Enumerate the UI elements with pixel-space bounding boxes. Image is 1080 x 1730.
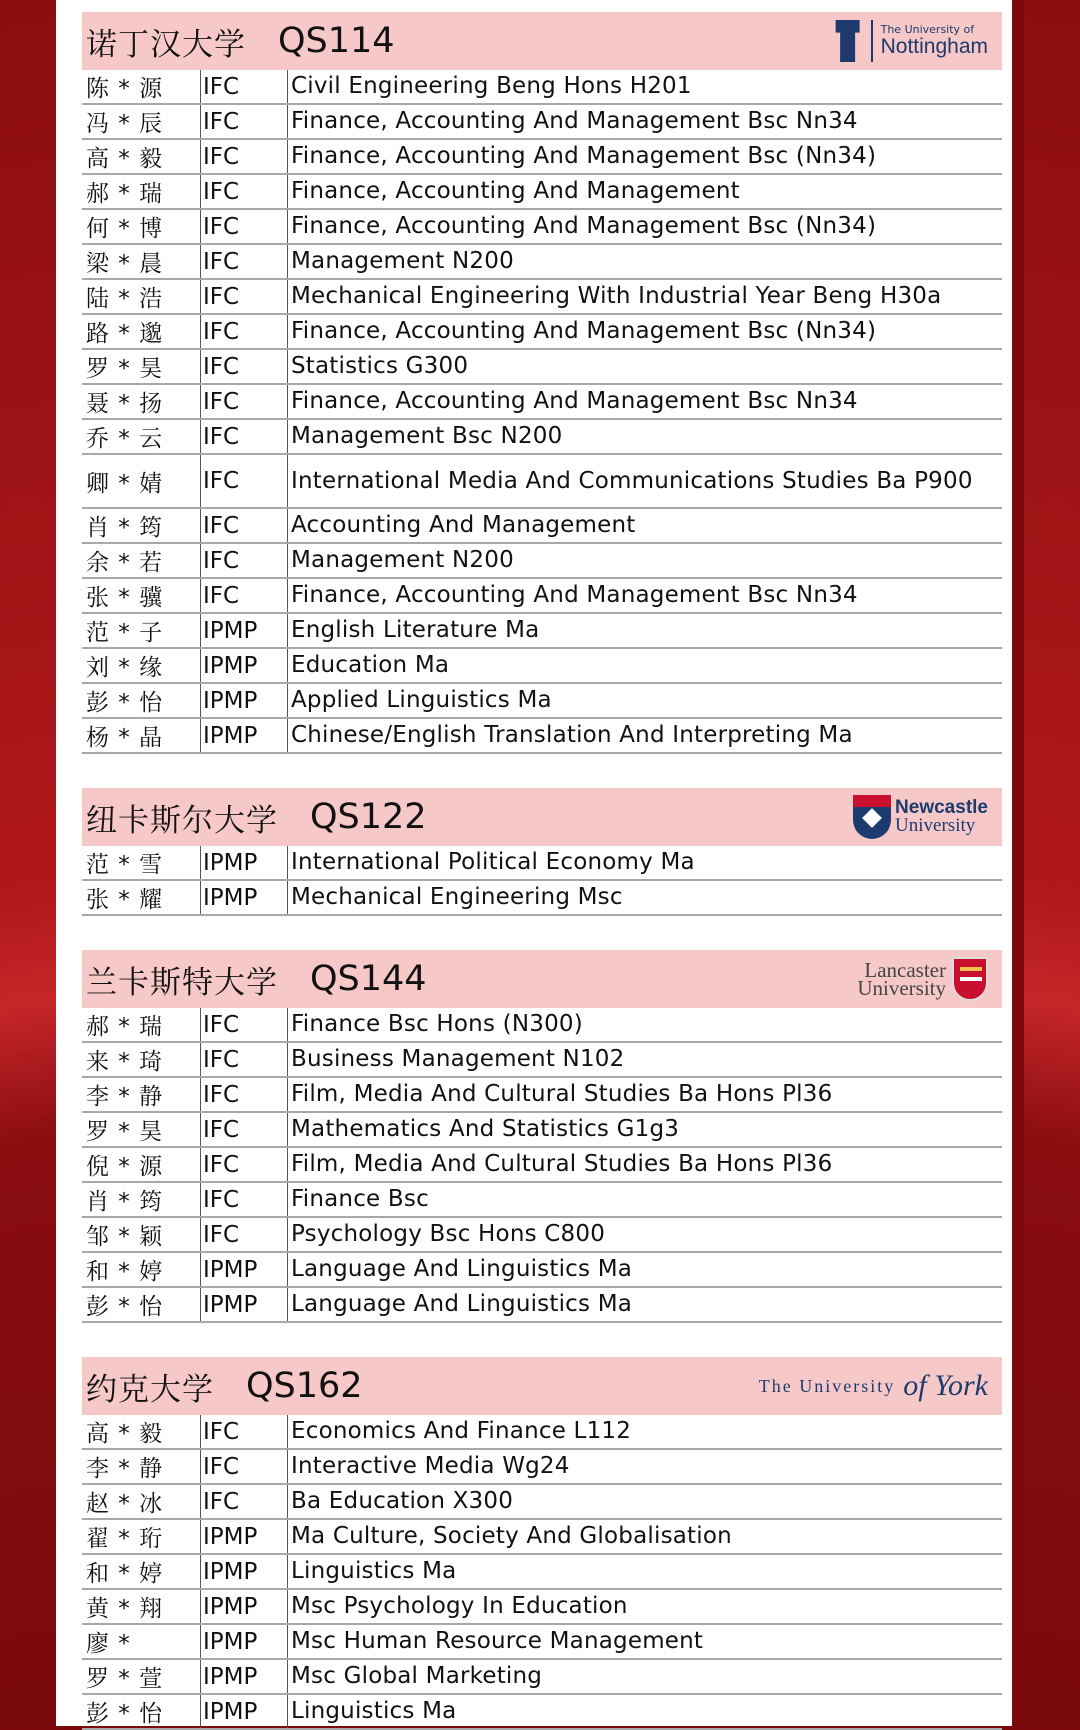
program-type: IFC bbox=[200, 1148, 287, 1181]
student-name: 罗 * 萱 bbox=[86, 1666, 164, 1692]
table-row bbox=[82, 1253, 1002, 1288]
student-name: 乔 * 云 bbox=[86, 426, 164, 452]
student-table bbox=[82, 1415, 1002, 1730]
course-name: Interactive Media Wg24 bbox=[287, 1450, 1002, 1483]
program-type: IPMP bbox=[200, 1695, 287, 1728]
course-name: English Literature Ma bbox=[287, 614, 1002, 647]
program-type: IPMP bbox=[200, 719, 287, 752]
shield-icon bbox=[952, 957, 988, 1001]
table-row bbox=[82, 1415, 1002, 1450]
university-section-newcastle bbox=[82, 788, 1002, 916]
student-name: 卿 * 婧 bbox=[86, 470, 164, 497]
program-type: IPMP bbox=[200, 649, 287, 682]
student-table bbox=[82, 1008, 1002, 1323]
table-row bbox=[82, 1288, 1002, 1323]
program-type: IPMP bbox=[200, 1625, 287, 1658]
course-name: Statistics G300 bbox=[287, 350, 1002, 383]
student-name: 陈 * 源 bbox=[86, 76, 164, 102]
logo-line1: Newcastle bbox=[895, 797, 988, 818]
program-type: IPMP bbox=[200, 1555, 287, 1588]
program-type: IFC bbox=[200, 1043, 287, 1076]
student-name: 高 * 毅 bbox=[86, 1421, 164, 1447]
qs-ranking: QS122 bbox=[310, 797, 427, 837]
table-row bbox=[82, 881, 1002, 916]
student-table bbox=[82, 70, 1002, 754]
university-name: 诺丁汉大学 bbox=[86, 26, 246, 63]
castle-crest-icon bbox=[833, 20, 863, 62]
course-name: Finance, Accounting And Management Bsc Nn34 bbox=[287, 385, 1002, 418]
nottingham-logo bbox=[833, 12, 988, 70]
program-type: IPMP bbox=[200, 1660, 287, 1693]
program-type: IFC bbox=[200, 210, 287, 243]
table-row bbox=[82, 719, 1002, 754]
student-name: 梁 * 晨 bbox=[86, 251, 164, 277]
table-row bbox=[82, 70, 1002, 105]
table-row bbox=[82, 1183, 1002, 1218]
program-type: IFC bbox=[200, 544, 287, 577]
table-row bbox=[82, 1450, 1002, 1485]
program-type: IFC bbox=[200, 385, 287, 418]
course-name: Language And Linguistics Ma bbox=[287, 1288, 1002, 1321]
course-name: Mathematics And Statistics G1g3 bbox=[287, 1113, 1002, 1146]
university-name: 兰卡斯特大学 bbox=[86, 964, 278, 1001]
student-name: 李 * 静 bbox=[86, 1456, 164, 1482]
university-header bbox=[82, 1357, 1002, 1415]
course-name: Msc Global Marketing bbox=[287, 1660, 1002, 1693]
program-type: IFC bbox=[200, 1218, 287, 1251]
university-section-york bbox=[82, 1357, 1002, 1730]
logo-line1: The University of bbox=[880, 23, 975, 36]
student-name: 和 * 婷 bbox=[86, 1259, 164, 1285]
student-name: 彭 * 怡 bbox=[86, 690, 164, 716]
program-type: IFC bbox=[200, 280, 287, 313]
student-name: 郝 * 瑞 bbox=[86, 181, 164, 207]
course-name: Finance, Accounting And Management Bsc Nn34 bbox=[287, 105, 1002, 138]
york-logo bbox=[759, 1357, 988, 1415]
program-type: IFC bbox=[200, 1008, 287, 1041]
logo-line2: of York bbox=[903, 1369, 988, 1402]
course-name: International Political Economy Ma bbox=[287, 846, 1002, 879]
newcastle-logo bbox=[853, 788, 988, 846]
course-name: Psychology Bsc Hons C800 bbox=[287, 1218, 1002, 1251]
program-type: IFC bbox=[200, 1113, 287, 1146]
course-name: International Media And Communications Studies Ba P900 bbox=[287, 455, 1002, 507]
program-type: IFC bbox=[200, 455, 287, 507]
program-type: IFC bbox=[200, 175, 287, 208]
program-type: IFC bbox=[200, 1415, 287, 1448]
course-name: Ma Culture, Society And Globalisation bbox=[287, 1520, 1002, 1553]
course-name: Management N200 bbox=[287, 245, 1002, 278]
student-name: 冯 * 辰 bbox=[86, 111, 164, 137]
student-name: 刘 * 缘 bbox=[86, 655, 164, 681]
course-name: Management N200 bbox=[287, 544, 1002, 577]
background-left bbox=[0, 0, 56, 1726]
course-name: Language And Linguistics Ma bbox=[287, 1253, 1002, 1286]
program-type: IFC bbox=[200, 1485, 287, 1518]
student-name: 何 * 博 bbox=[86, 216, 164, 242]
course-name: Ba Education X300 bbox=[287, 1485, 1002, 1518]
program-type: IPMP bbox=[200, 1590, 287, 1623]
table-row bbox=[82, 544, 1002, 579]
university-section-lancaster bbox=[82, 950, 1002, 1323]
logo-line1: Lancaster bbox=[864, 958, 946, 982]
student-name: 张 * 耀 bbox=[86, 887, 164, 913]
program-type: IPMP bbox=[200, 1253, 287, 1286]
logo-line1: The University bbox=[758, 1375, 896, 1396]
qs-ranking: QS144 bbox=[310, 959, 427, 999]
table-row bbox=[82, 1113, 1002, 1148]
course-name: Accounting And Management bbox=[287, 509, 1002, 542]
program-type: IFC bbox=[200, 105, 287, 138]
student-name: 陆 * 浩 bbox=[86, 286, 164, 312]
student-name: 肖 * 筠 bbox=[86, 1189, 164, 1215]
course-name: Finance, Accounting And Management Bsc (Nn34) bbox=[287, 210, 1002, 243]
table-row bbox=[82, 210, 1002, 245]
university-header bbox=[82, 950, 1002, 1008]
program-type: IFC bbox=[200, 315, 287, 348]
course-name: Mechanical Engineering Msc bbox=[287, 881, 1002, 914]
table-row bbox=[82, 315, 1002, 350]
course-name: Civil Engineering Beng Hons H201 bbox=[287, 70, 1002, 103]
course-name: Management Bsc N200 bbox=[287, 420, 1002, 453]
student-name: 聂 * 扬 bbox=[86, 391, 164, 417]
program-type: IFC bbox=[200, 1450, 287, 1483]
student-name: 廖 * bbox=[86, 1631, 131, 1657]
student-name: 和 * 婷 bbox=[86, 1561, 164, 1587]
qs-ranking: QS162 bbox=[246, 1366, 363, 1406]
course-name: Finance, Accounting And Management Bsc Nn34 bbox=[287, 579, 1002, 612]
course-name: Msc Psychology In Education bbox=[287, 1590, 1002, 1623]
program-type: IPMP bbox=[200, 684, 287, 717]
program-type: IPMP bbox=[200, 614, 287, 647]
university-section-nottingham bbox=[82, 12, 1002, 754]
course-name: Economics And Finance L112 bbox=[287, 1415, 1002, 1448]
background-right bbox=[1024, 0, 1080, 1726]
table-row bbox=[82, 614, 1002, 649]
program-type: IPMP bbox=[200, 881, 287, 914]
logo-line2: Nottingham bbox=[880, 35, 988, 58]
table-row bbox=[82, 175, 1002, 210]
table-row bbox=[82, 1625, 1002, 1660]
student-name: 杨 * 晶 bbox=[86, 725, 164, 751]
course-name: Linguistics Ma bbox=[287, 1555, 1002, 1588]
program-type: IFC bbox=[200, 509, 287, 542]
qs-ranking: QS114 bbox=[278, 21, 395, 61]
student-name: 邹 * 颖 bbox=[86, 1224, 164, 1250]
table-row bbox=[82, 1078, 1002, 1113]
table-row bbox=[82, 846, 1002, 881]
program-type: IFC bbox=[200, 420, 287, 453]
table-row bbox=[82, 385, 1002, 420]
university-header bbox=[82, 788, 1002, 846]
student-name: 余 * 若 bbox=[86, 550, 164, 576]
table-row bbox=[82, 649, 1002, 684]
course-name: Finance Bsc bbox=[287, 1183, 1002, 1216]
table-row bbox=[82, 1008, 1002, 1043]
course-name: Education Ma bbox=[287, 649, 1002, 682]
program-type: IFC bbox=[200, 1078, 287, 1111]
program-type: IFC bbox=[200, 350, 287, 383]
university-name: 纽卡斯尔大学 bbox=[86, 802, 278, 839]
student-name: 张 * 骥 bbox=[86, 585, 164, 611]
table-row bbox=[82, 140, 1002, 175]
table-row bbox=[82, 455, 1002, 509]
university-name: 约克大学 bbox=[86, 1371, 214, 1408]
student-name: 黄 * 翔 bbox=[86, 1596, 164, 1622]
course-name: Finance, Accounting And Management Bsc (Nn34) bbox=[287, 315, 1002, 348]
logo-line2: University bbox=[857, 976, 946, 1000]
program-type: IFC bbox=[200, 140, 287, 173]
student-name: 高 * 毅 bbox=[86, 146, 164, 172]
table-row bbox=[82, 1485, 1002, 1520]
table-row bbox=[82, 1043, 1002, 1078]
program-type: IFC bbox=[200, 1183, 287, 1216]
student-name: 肖 * 筠 bbox=[86, 515, 164, 541]
table-row bbox=[82, 1520, 1002, 1555]
table-row bbox=[82, 280, 1002, 315]
program-type: IPMP bbox=[200, 1288, 287, 1321]
table-row bbox=[82, 1695, 1002, 1730]
student-name: 翟 * 珩 bbox=[86, 1526, 164, 1552]
student-name: 彭 * 怡 bbox=[86, 1294, 164, 1320]
results-panel bbox=[56, 0, 1012, 1726]
table-row bbox=[82, 1218, 1002, 1253]
course-name: Mechanical Engineering With Industrial Year Beng H30a bbox=[287, 280, 1002, 313]
table-row bbox=[82, 684, 1002, 719]
table-row bbox=[82, 1590, 1002, 1625]
table-row bbox=[82, 420, 1002, 455]
table-row bbox=[82, 1555, 1002, 1590]
student-name: 郝 * 瑞 bbox=[86, 1014, 164, 1040]
table-row bbox=[82, 245, 1002, 280]
course-name: Msc Human Resource Management bbox=[287, 1625, 1002, 1658]
program-type: IPMP bbox=[200, 846, 287, 879]
course-name: Chinese/English Translation And Interpreting Ma bbox=[287, 719, 1002, 752]
program-type: IFC bbox=[200, 70, 287, 103]
table-row bbox=[82, 105, 1002, 140]
student-table bbox=[82, 846, 1002, 916]
student-name: 赵 * 冰 bbox=[86, 1491, 164, 1517]
table-row bbox=[82, 1660, 1002, 1695]
logo-line2: University bbox=[895, 815, 976, 836]
student-name: 李 * 静 bbox=[86, 1084, 164, 1110]
student-name: 来 * 琦 bbox=[86, 1049, 164, 1075]
table-row bbox=[82, 350, 1002, 385]
table-row bbox=[82, 1148, 1002, 1183]
course-name: Film, Media And Cultural Studies Ba Hons Pl36 bbox=[287, 1078, 1002, 1111]
course-name: Film, Media And Cultural Studies Ba Hons Pl36 bbox=[287, 1148, 1002, 1181]
table-row bbox=[82, 579, 1002, 614]
course-name: Applied Linguistics Ma bbox=[287, 684, 1002, 717]
course-name: Finance, Accounting And Management bbox=[287, 175, 1002, 208]
table-row bbox=[82, 509, 1002, 544]
student-name: 彭 * 怡 bbox=[86, 1701, 164, 1727]
program-type: IFC bbox=[200, 579, 287, 612]
lancaster-logo bbox=[857, 950, 988, 1008]
student-name: 倪 * 源 bbox=[86, 1154, 164, 1180]
student-name: 范 * 雪 bbox=[86, 852, 164, 878]
program-type: IFC bbox=[200, 245, 287, 278]
program-type: IPMP bbox=[200, 1520, 287, 1553]
course-name: Finance, Accounting And Management Bsc (Nn34) bbox=[287, 140, 1002, 173]
university-header bbox=[82, 12, 1002, 70]
shield-icon bbox=[853, 795, 891, 839]
course-name: Linguistics Ma bbox=[287, 1695, 1002, 1728]
course-name: Business Management N102 bbox=[287, 1043, 1002, 1076]
student-name: 罗 * 昊 bbox=[86, 356, 164, 382]
student-name: 范 * 子 bbox=[86, 620, 164, 646]
student-name: 路 * 邈 bbox=[86, 321, 164, 347]
course-name: Finance Bsc Hons (N300) bbox=[287, 1008, 1002, 1041]
student-name: 罗 * 昊 bbox=[86, 1119, 164, 1145]
